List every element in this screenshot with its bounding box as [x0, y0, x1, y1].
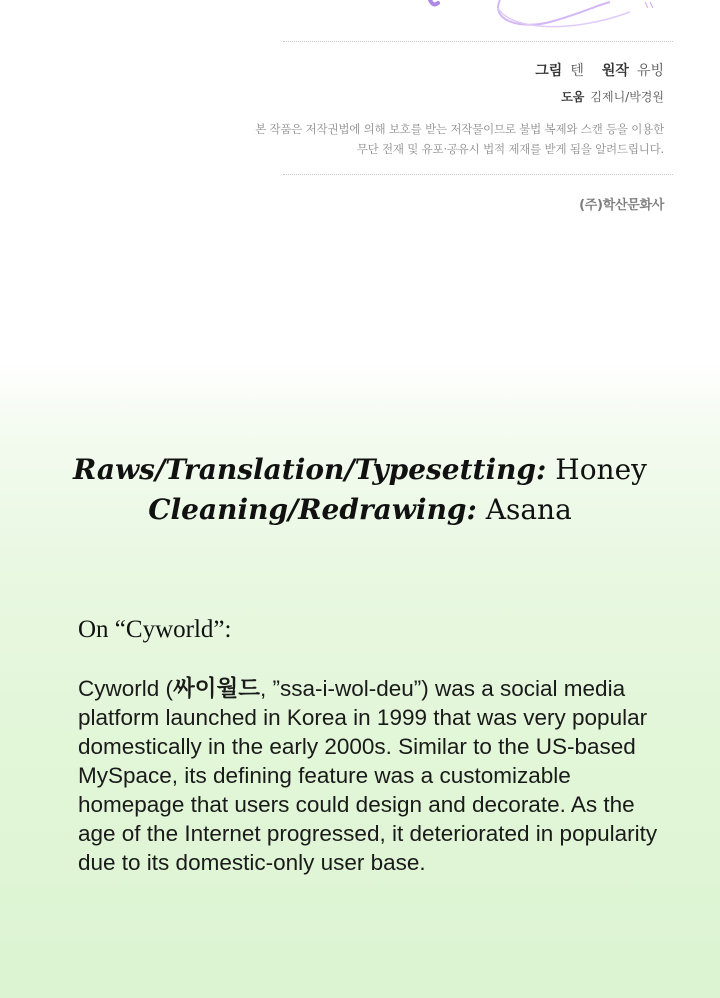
story-value: 유빙 [636, 63, 664, 79]
divider-bottom [283, 174, 673, 175]
note-korean-term: 싸이월드 [173, 676, 260, 701]
art-value: 텐 [570, 63, 584, 79]
note-body-start: Cyworld ( [78, 676, 174, 701]
copyright-line-2: 무단 전재 및 유포·공유시 법적 제재를 받게 됨을 알려드립니다. [356, 142, 664, 156]
credit-line-1 [0, 450, 720, 490]
note-heading: On “Cyworld”: [78, 616, 232, 643]
credit-role-1: Raws/Translation/Typesetting: [73, 453, 547, 486]
art-label: 그림 [535, 63, 563, 79]
note-body [78, 674, 668, 877]
title-logo-swirl [420, 0, 660, 40]
credit-name-1: Honey [555, 453, 647, 486]
copyright-line-1: 본 작품은 저작권법에 의해 보호를 받는 저작물이므로 불법 복제와 스캔 등을 이용한 [255, 122, 664, 136]
credit-name-2: Asana [485, 493, 572, 526]
scanlation-credits [0, 450, 720, 530]
translator-note [78, 616, 668, 877]
note-body-rest: , ”ssa-i-wol-deu”) was a social media platform launched in Korea in 1999 that was very popular domestically in the early 2000s. Similar to the US-based MySpace, its defining feature was a customizable homepage that users could design and decorate. As the age of the Internet progressed, it deteriorated in popularity due to its domestic-only user base. [78, 676, 658, 875]
author-credits [535, 60, 664, 80]
assist-label: 도움 [561, 90, 585, 104]
story-label: 원작 [601, 63, 629, 79]
credit-line-2 [0, 490, 720, 530]
publisher-name: (주)학산문화사 [579, 198, 664, 213]
copyright-notice [255, 119, 664, 159]
divider-top [283, 41, 673, 42]
credit-role-2: Cleaning/Redrawing: [148, 493, 477, 526]
assist-credits [561, 88, 664, 105]
assist-value: 김제니/박경원 [590, 90, 664, 104]
